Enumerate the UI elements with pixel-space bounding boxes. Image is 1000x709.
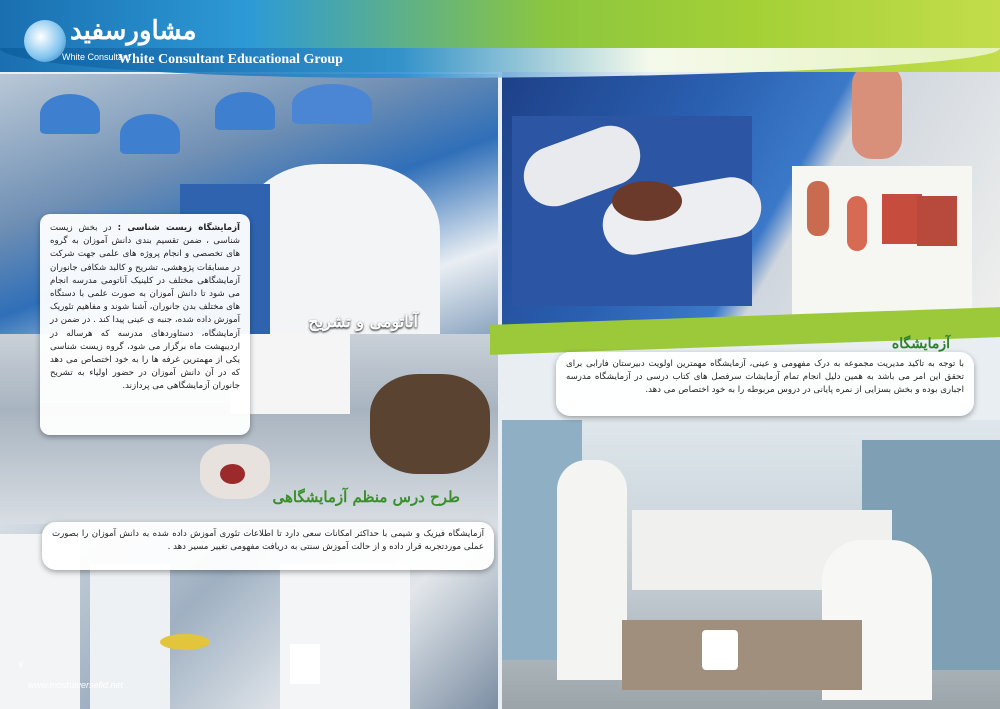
biology-body: در بخش زیست شناسی ، ضمن تقسیم بندی دانش آموزان به گروه های تخصصی و انجام پروژه های علمی جهت شرکت در مسابقات پژوهشی، تشریح و کالبد شکافی جانوران آزمایشگاهی مختلف در کلینیک آناتومی مدرسه انجام می شود تا دانش آموزان به صورت علمی با دستگاه های مختلف بدن جانوران، آشنا شوند و مفاهیم تئوریک آموزش داده شده، جنبه ی عینی پیدا کند . در ضمن در آزمایشگاه، دستاوردهای مدرسه که هرساله در اردیبهشت ماه برگزار می شود، گروه زیست شناسی یکی از مهمترین غرفه ها را به خود اختصاص می دهد که در آن دانش آموزان در حضور اولیاء به تشریح جانوران آزمایشگاهی می پردازند. xyxy=(50,223,240,392)
logo-icon xyxy=(24,20,66,62)
class-plan-body: آزمایشگاه فیزیک و شیمی با حداکثر امکانات سعی دارد تا اطلاعات تئوری آموزش داده شده به دانش آموزان را بصورت عملی موردتجربه قرار داده و از حالت آموزش سنتی به دریافت مفهومی تغییر مسیر دهد . xyxy=(52,529,484,552)
page-number: ۷ xyxy=(18,660,24,671)
photo-dissection-and-models xyxy=(502,56,1000,328)
lab-text-box xyxy=(556,352,974,416)
logo-english: White Consultant xyxy=(62,52,131,62)
class-plan-text-box xyxy=(42,522,494,570)
biology-text-box xyxy=(40,214,250,435)
group-name: White Consultant Educational Group xyxy=(118,52,343,67)
photo-students-lab xyxy=(502,420,1000,709)
class-plan-title: طرح درس منظم آزمایشگاهی xyxy=(272,488,460,506)
logo-persian: مشاورسفید xyxy=(70,16,197,46)
website-url[interactable]: www.moshaversefid.net xyxy=(28,680,124,690)
anatomy-title: آناتومی و تشریح xyxy=(308,312,418,331)
lab-body: با توجه به تاکید مدیریت مجموعه به درک مفهومی و عینی، آزمایشگاه مهمترین اولویت دبیرستان فارابی برای تحقق این امر می باشد به همین دلیل انجام تمام آزمایشات سرفصل های کتاب درسی در آزمایشگاه مدرسه اجباری بوده و بخش بسزایی از نمره پایانی در دروس مربوطه را به خود اختصاص می دهد. xyxy=(566,359,964,395)
biology-title: آزمایشگاه زیست شناسی : xyxy=(117,223,240,233)
lab-title: آزمایشگاه xyxy=(891,336,950,352)
